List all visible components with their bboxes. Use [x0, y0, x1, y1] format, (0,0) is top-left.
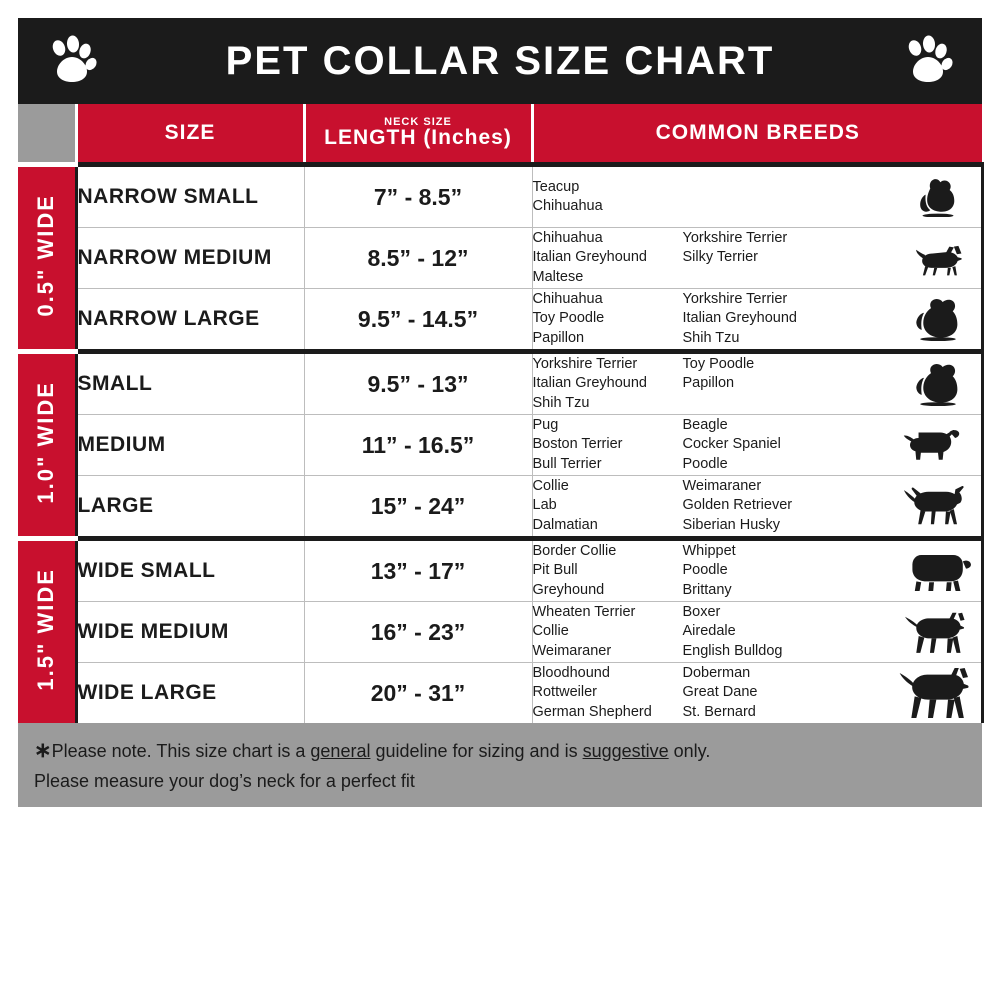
cell-length: 9.5” - 14.5” — [304, 289, 532, 352]
breed-name: Rottweiler — [532, 684, 597, 701]
table-row — [18, 228, 982, 289]
breeds-column-1 — [533, 229, 683, 286]
breed-name: Yorkshire Terrier — [682, 291, 788, 308]
breeds-column-1 — [533, 290, 683, 347]
footer-underline-suggestive: suggestive — [582, 741, 669, 761]
cell-size: WIDE MEDIUM — [76, 602, 304, 663]
breed-name: Pit Bull — [532, 562, 578, 579]
breeds-column-1 — [533, 416, 683, 473]
page-title: PET COLLAR SIZE CHART — [225, 38, 775, 83]
dog-silhouette-boxer-icon — [895, 609, 981, 655]
cell-breeds — [532, 539, 982, 602]
breed-name: Border Collie — [532, 543, 617, 560]
breed-name: Yorkshire Terrier — [532, 356, 638, 373]
dog-silhouette-doberman-icon — [895, 666, 981, 720]
breed-name: Maltese — [532, 268, 584, 285]
breed-name: Italian Greyhound — [532, 375, 647, 392]
breed-name: Chihuahua — [532, 291, 603, 308]
cell-length: 9.5” - 13” — [304, 352, 532, 415]
breed-name: Weimaraner — [682, 478, 762, 495]
breeds-column-2 — [683, 229, 833, 286]
cell-length: 16” - 23” — [304, 602, 532, 663]
header-corner — [18, 104, 76, 165]
table-row — [18, 289, 982, 352]
group-label-narrow — [18, 165, 76, 352]
breeds-column-2 — [683, 416, 833, 473]
breeds-column-1 — [533, 178, 683, 216]
breed-name: Shih Tzu — [532, 394, 590, 411]
breed-name: Dalmatian — [532, 516, 598, 533]
breed-name: Teacup — [532, 178, 580, 195]
breeds-column-1 — [533, 603, 683, 660]
size-table — [18, 104, 984, 723]
breed-name: Siberian Husky — [682, 516, 781, 533]
breed-name: Silky Terrier — [682, 249, 758, 266]
cell-length: 13” - 17” — [304, 539, 532, 602]
footer-text-c: only. — [668, 741, 711, 761]
breed-name: Doberman — [682, 665, 751, 682]
cell-breeds — [532, 228, 982, 289]
cell-breeds — [532, 476, 982, 539]
breed-name: Italian Greyhound — [532, 249, 647, 266]
footer-line-1 — [34, 735, 966, 768]
breed-name: Great Dane — [682, 684, 758, 701]
column-header-length-main: LENGTH (Inches) — [324, 126, 512, 149]
dog-silhouette-pug-icon — [895, 427, 981, 463]
breeds-column-2 — [683, 664, 833, 721]
breed-name: Airedale — [682, 623, 736, 640]
table-row — [18, 663, 982, 724]
breed-name: Pug — [532, 417, 559, 434]
breed-name: Papillon — [532, 329, 585, 346]
table-row — [18, 602, 982, 663]
breed-name: Beagle — [682, 417, 728, 434]
breed-name: Greyhound — [532, 581, 605, 598]
paw-icon — [46, 35, 98, 87]
cell-size: LARGE — [76, 476, 304, 539]
cell-size: SMALL — [76, 352, 304, 415]
breed-name: Weimaraner — [532, 642, 612, 659]
cell-length: 11” - 16.5” — [304, 415, 532, 476]
breeds-column-2 — [683, 290, 833, 347]
breeds-column-2 — [683, 355, 833, 412]
dog-silhouette-yorkie-icon — [895, 177, 981, 217]
cell-length: 8.5” - 12” — [304, 228, 532, 289]
breeds-column-2 — [683, 477, 833, 534]
column-header-length — [304, 104, 532, 165]
dog-silhouette-retriever-icon — [895, 484, 981, 528]
asterisk-icon: ∗ — [34, 739, 52, 762]
breed-name: St. Bernard — [682, 703, 756, 720]
group-label-text: 0.5" WIDE — [33, 194, 59, 317]
table-row — [18, 539, 982, 602]
dog-silhouette-bulldog-icon — [895, 550, 981, 592]
chart-footer-note — [18, 723, 982, 807]
breed-name: Shih Tzu — [682, 329, 740, 346]
group-label-text: 1.5" WIDE — [33, 568, 59, 691]
cell-size: WIDE SMALL — [76, 539, 304, 602]
cell-size: MEDIUM — [76, 415, 304, 476]
cell-size: WIDE LARGE — [76, 663, 304, 724]
cell-breeds — [532, 663, 982, 724]
breeds-column-1 — [533, 542, 683, 599]
footer-line-2: Please measure your dog’s neck for a perfect fit — [34, 770, 415, 791]
breeds-column-1 — [533, 664, 683, 721]
breed-name: Boxer — [682, 604, 721, 621]
footer-text-b: guideline for sizing and is — [370, 741, 583, 761]
breed-name: English Bulldog — [682, 642, 783, 659]
breed-name: Wheaten Terrier — [532, 604, 636, 621]
cell-size: NARROW LARGE — [76, 289, 304, 352]
breeds-column-2 — [683, 542, 833, 599]
breed-name: German Shepherd — [532, 703, 652, 720]
breed-name: Italian Greyhound — [682, 310, 797, 327]
table-row — [18, 165, 982, 228]
cell-length: 15” - 24” — [304, 476, 532, 539]
breeds-column-2 — [683, 603, 833, 660]
breed-name: Papillon — [682, 375, 735, 392]
cell-breeds — [532, 602, 982, 663]
breed-name: Poodle — [682, 455, 728, 472]
table-row — [18, 476, 982, 539]
breed-name: Yorkshire Terrier — [682, 230, 788, 247]
breed-name: Whippet — [682, 543, 736, 560]
breed-name: Bloodhound — [532, 665, 610, 682]
breeds-column-1 — [533, 355, 683, 412]
cell-length: 7” - 8.5” — [304, 165, 532, 228]
breed-name: Poodle — [682, 562, 728, 579]
breed-name: Collie — [532, 623, 569, 640]
table-row — [18, 352, 982, 415]
breed-name: Golden Retriever — [682, 497, 793, 514]
dog-silhouette-chihuahua-icon — [895, 238, 981, 278]
breed-name: Toy Poodle — [682, 356, 755, 373]
group-label-wide — [18, 539, 76, 724]
cell-size: NARROW SMALL — [76, 165, 304, 228]
cell-breeds — [532, 289, 982, 352]
breed-name: Chihuahua — [532, 198, 603, 214]
column-header-length-sub: NECK SIZE — [384, 116, 452, 128]
breed-name: Lab — [532, 497, 557, 514]
column-header-breeds: COMMON BREEDS — [532, 104, 982, 165]
column-header-size: SIZE — [76, 104, 304, 165]
table-row — [18, 415, 982, 476]
footer-underline-general: general — [310, 741, 371, 761]
table-header-row — [18, 104, 982, 165]
breed-name: Collie — [532, 478, 569, 495]
breed-name: Bull Terrier — [532, 455, 602, 472]
group-label-standard — [18, 352, 76, 539]
paw-icon — [902, 35, 954, 87]
chart-header — [18, 18, 982, 104]
group-label-text: 1.0" WIDE — [33, 381, 59, 504]
breed-name: Boston Terrier — [532, 436, 623, 453]
cell-breeds — [532, 415, 982, 476]
dog-silhouette-papillon-icon — [895, 297, 981, 341]
footer-text-a: Please note. This size chart is a — [51, 741, 311, 761]
cell-breeds — [532, 165, 982, 228]
breed-name: Chihuahua — [532, 230, 603, 247]
breed-name: Brittany — [682, 581, 732, 598]
breed-name: Toy Poodle — [532, 310, 605, 327]
breed-name: Cocker Spaniel — [682, 436, 781, 453]
cell-length: 20” - 31” — [304, 663, 532, 724]
breeds-column-1 — [533, 477, 683, 534]
chart-inner — [18, 18, 982, 986]
cell-size: NARROW MEDIUM — [76, 228, 304, 289]
cell-breeds — [532, 352, 982, 415]
dog-silhouette-papillon-icon — [895, 362, 981, 406]
breeds-column-2 — [683, 178, 833, 216]
